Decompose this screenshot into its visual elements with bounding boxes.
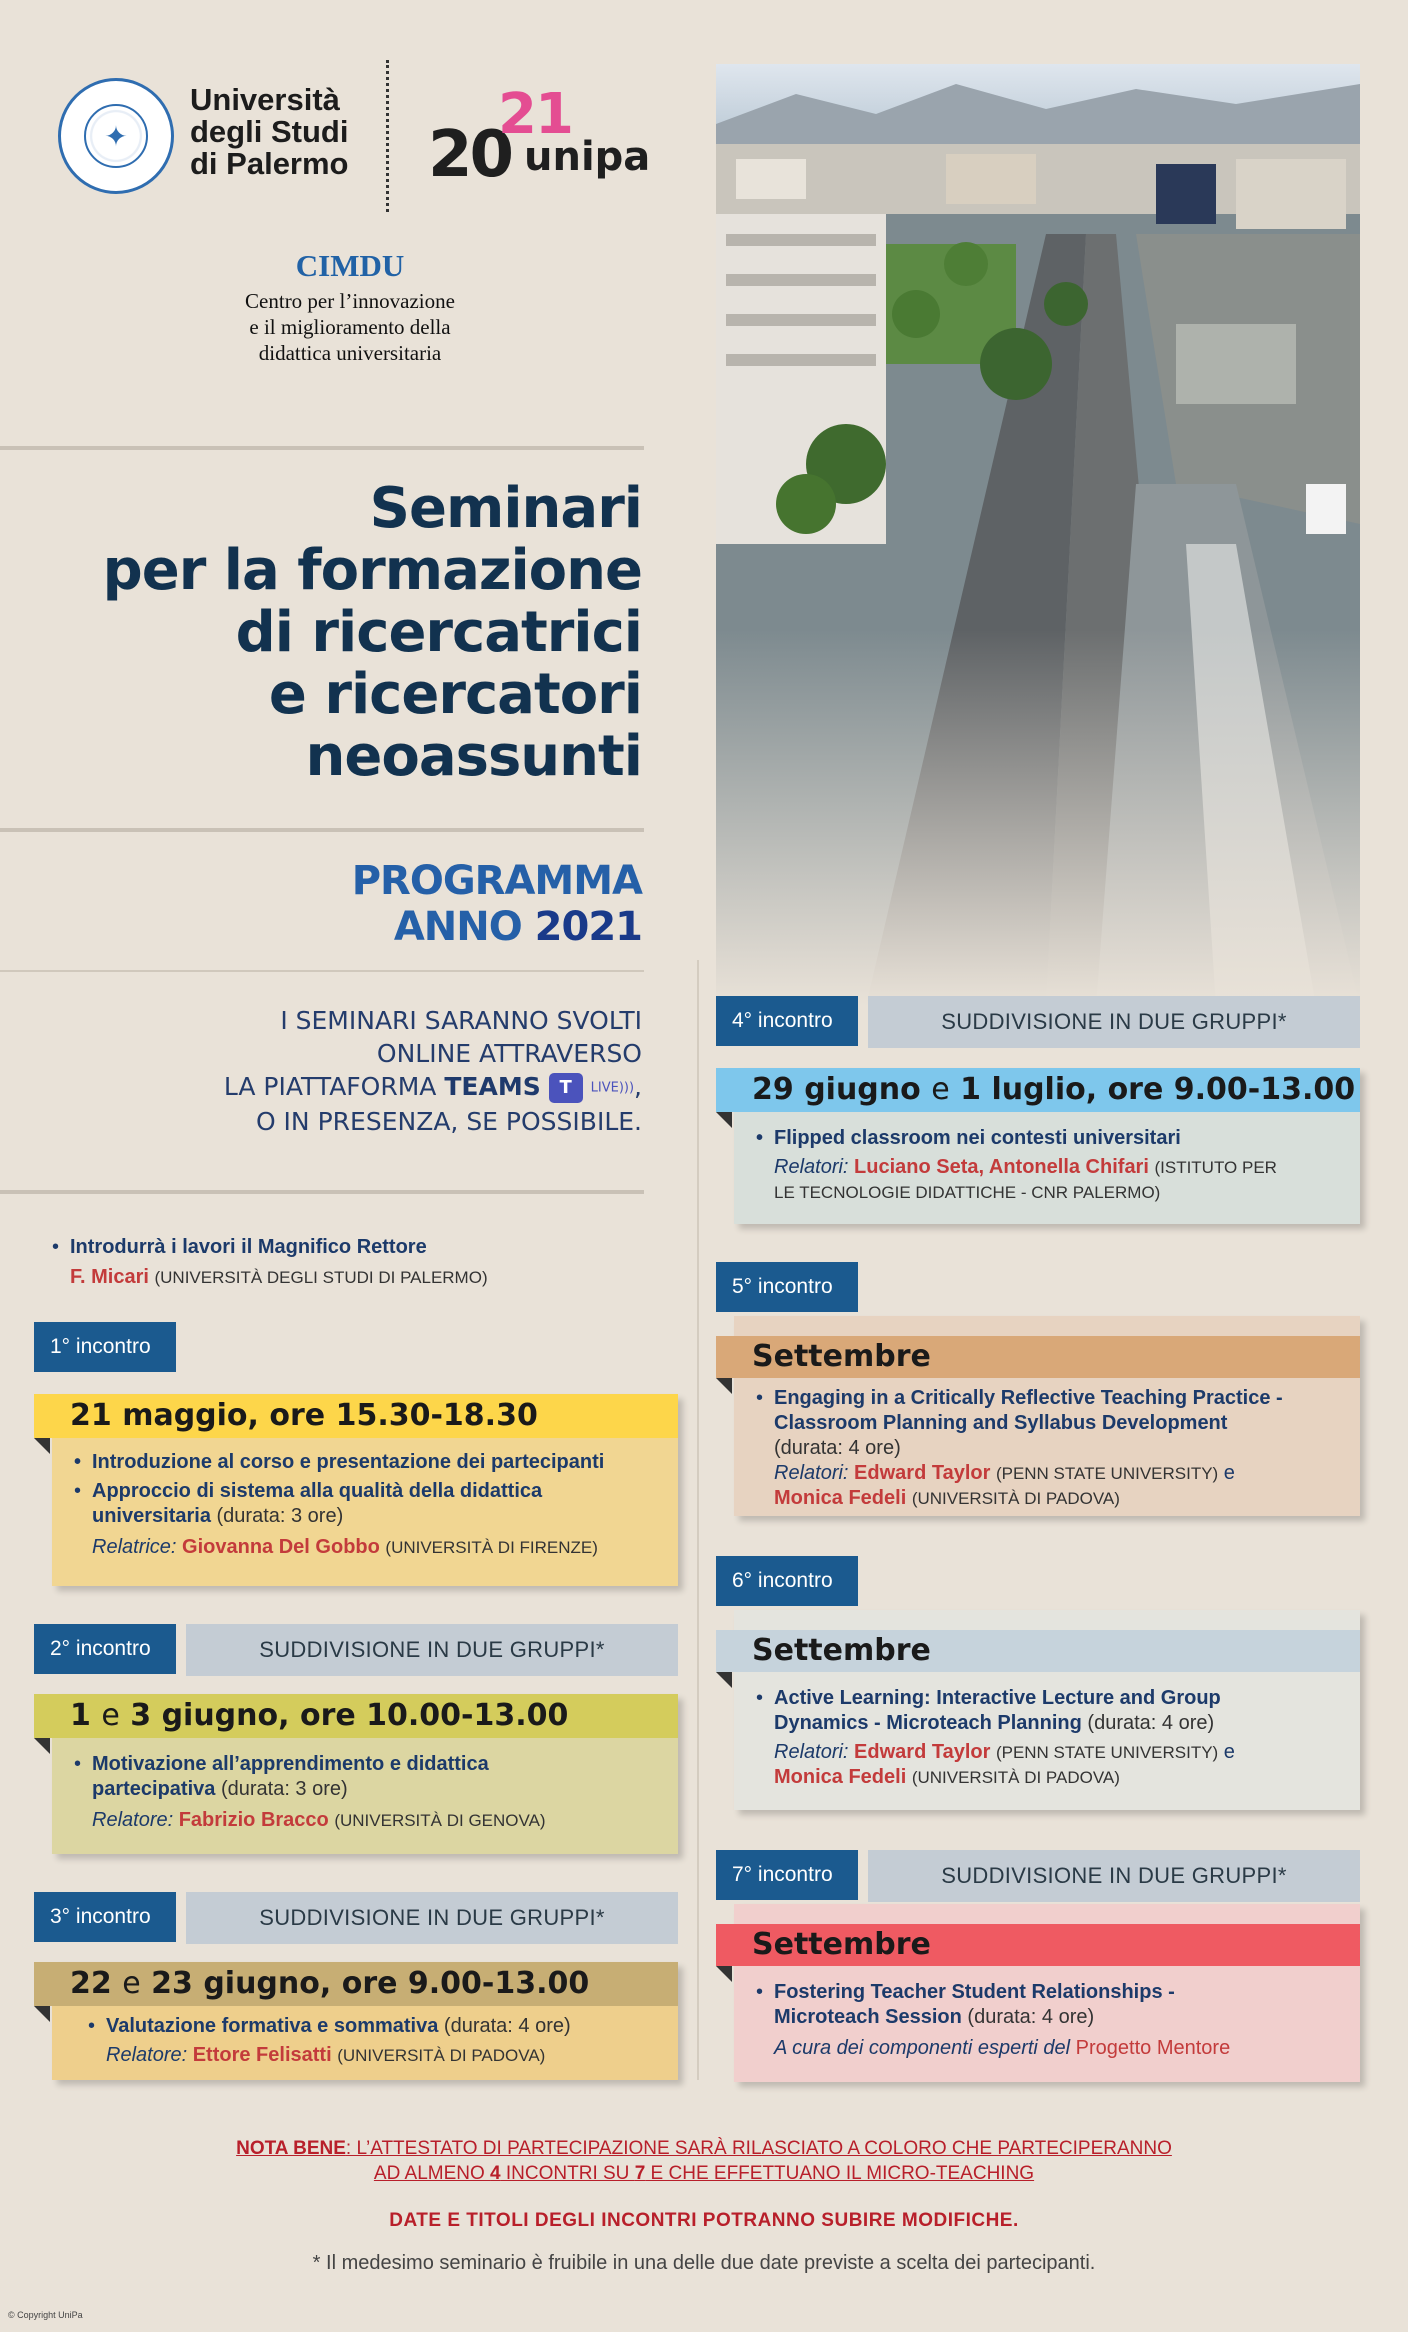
programma-year: 2021 <box>534 904 642 950</box>
nota-line2 <box>150 2161 1258 2186</box>
incontro-2-rel-label: Relatore: <box>92 1809 174 1831</box>
nota-text1: : L’ATTESTATO DI PARTECIPAZIONE SARÀ RILASCIATO A COLORO CHE PARTECIPERANNO <box>345 2138 1172 2159</box>
title-line5: neoassunti <box>305 724 642 789</box>
incontro-2-tag: 2° incontro <box>34 1624 176 1674</box>
programma-heading <box>240 858 642 950</box>
rettore-name-line <box>48 1262 648 1293</box>
university-seal <box>58 78 174 194</box>
incontro-5-rel-and: e <box>1223 1462 1235 1484</box>
incontro-7-item1-line1: Fostering Teacher Student Relationships - <box>774 1981 1175 2003</box>
nota-text2b: INCONTRI SU <box>500 2163 635 2184</box>
divider-mid <box>0 828 644 832</box>
nota-bene <box>150 2136 1258 2186</box>
intro-line3 <box>100 1070 642 1105</box>
unipa-2021-logo <box>428 82 651 196</box>
incontro-1-item2-line1: Approccio di sistema alla qualità della didattica <box>92 1480 543 1502</box>
asterisk-note: * Il medesimo seminario è fruibile in una delle due date previste a scelta dei partecipanti. <box>312 2252 1096 2274</box>
programma-anno: ANNO <box>393 904 535 950</box>
incontro-4-fold <box>716 1112 732 1128</box>
incontro-4-item1: • Flipped classroom nei contesti universitari <box>752 1126 1352 1151</box>
incontro-2-date-e: e <box>101 1698 120 1733</box>
incontro-7-date: Settembre <box>716 1924 1360 1966</box>
cimdu-title: CIMDU <box>295 248 405 283</box>
live-broadcast-icon: ))) <box>618 1080 635 1096</box>
incontro-3-item1-title: Valutazione formativa e sommativa <box>106 2015 439 2037</box>
incontro-1-fold <box>34 1438 50 1454</box>
incontro-2-item1-line2: partecipativa <box>92 1778 216 1800</box>
incontro-4-relatore <box>752 1155 1352 1180</box>
incontro-4-tag: 4° incontro <box>716 996 858 1046</box>
cimdu-subtitle <box>200 288 500 366</box>
rettore-line: Introdurrà i lavori il Magnifico Rettore <box>70 1236 427 1258</box>
incontro-2-fold <box>34 1738 50 1754</box>
incontro-6-rel-name1: Edward Taylor <box>854 1741 991 1763</box>
incontro-3-date <box>34 1962 678 2006</box>
incontro-2-groups: SUDDIVISIONE IN DUE GRUPPI* <box>186 1624 678 1676</box>
incontro-3-relatore <box>84 2043 664 2068</box>
incontro-4-rel-aff-b: LE TECNOLOGIE DIDATTICHE - CNR PALERMO) <box>774 1183 1161 1202</box>
nota-text2a: AD ALMENO <box>373 2163 491 2184</box>
title-line1: Seminari <box>369 476 642 541</box>
teams-label: TEAMS <box>444 1072 541 1101</box>
header-divider <box>386 60 389 212</box>
incontro-6-item1-line1: Active Learning: Interactive Lecture and Group <box>774 1687 1221 1709</box>
column-divider <box>697 960 699 2080</box>
incontro-5-item1 <box>752 1386 1352 1461</box>
live-label: LIVE <box>590 1080 619 1096</box>
incontro-5-rel-label: Relatori: <box>774 1462 849 1484</box>
incontro-7-body <box>752 1980 1352 2061</box>
incontro-2-item1-line1: Motivazione all’apprendimento e didattica <box>92 1753 489 1775</box>
incontro-4-rel-aff-a: (ISTITUTO PER <box>1154 1158 1277 1177</box>
title-line4: e ricercatori <box>268 662 642 727</box>
divider-top <box>0 446 644 450</box>
incontro-3-item1 <box>84 2014 664 2039</box>
incontro-2-date-b: 3 giugno, ore 10.00-13.00 <box>130 1698 569 1733</box>
cimdu-line3: didattica universitaria <box>258 341 442 365</box>
incontro-6-date: Settembre <box>716 1630 1360 1672</box>
rettore-intro <box>48 1232 648 1293</box>
copyright: © Copyright UniPa <box>8 2310 83 2320</box>
page-title <box>20 478 642 788</box>
university-name-line3: di Palermo <box>190 146 349 181</box>
incontro-5-rel-name2: Monica Fedeli <box>774 1487 907 1509</box>
intro-line3-prefix: LA PIATTAFORMA <box>223 1072 445 1101</box>
incontro-4-date <box>716 1068 1360 1112</box>
incontro-3-rel-aff: (UNIVERSITÀ DI PADOVA) <box>337 2046 546 2065</box>
incontro-7-item1-duration: (durata: 4 ore) <box>967 2006 1095 2028</box>
cimdu-line1: Centro per l’innovazione <box>245 289 455 313</box>
incontro-5-rel-aff1: (PENN STATE UNIVERSITY) <box>995 1464 1219 1483</box>
incontro-1-date: 21 maggio, ore 15.30-18.30 <box>34 1394 678 1438</box>
programma-line2 <box>240 904 642 950</box>
nota-line1 <box>150 2136 1258 2161</box>
incontro-3-fold <box>34 2006 50 2022</box>
divider-bottom <box>0 1190 644 1194</box>
incontro-3-body <box>84 2014 664 2068</box>
incontro-1-item2-line2: universitaria <box>92 1505 211 1527</box>
incontro-6-item1-line2: Dynamics - Microteach Planning <box>774 1712 1082 1734</box>
rettore-affiliation: (UNIVERSITÀ DEGLI STUDI DI PALERMO) <box>154 1268 488 1287</box>
logo-year-21: 21 <box>498 82 572 147</box>
title-line2: per la formazione <box>102 538 642 603</box>
intro-line4: O IN PRESENZA, SE POSSIBILE. <box>255 1106 642 1136</box>
title-line3: di ricercatrici <box>235 600 642 665</box>
incontro-2-item1-duration: (durata: 3 ore) <box>220 1778 348 1800</box>
incontro-2-date <box>34 1694 678 1738</box>
incontro-4-date-b: 1 luglio, ore 9.00-13.00 <box>960 1072 1356 1107</box>
incontro-2-item1 <box>70 1752 670 1802</box>
incontro-7-cura-label: A cura dei componenti esperti del <box>774 2037 1071 2059</box>
incontro-7-fold <box>716 1966 732 1982</box>
incontro-1-rel-aff: (UNIVERSITÀ DI FIRENZE) <box>385 1538 598 1557</box>
incontro-6-rel-aff1: (PENN STATE UNIVERSITY) <box>995 1743 1219 1762</box>
university-name <box>190 84 349 180</box>
cimdu-line2: e il miglioramento della <box>249 315 451 339</box>
incontro-1-item2-duration: (durata: 3 ore) <box>216 1505 344 1527</box>
incontro-4-date-a: 29 giugno <box>752 1072 921 1107</box>
incontro-6-relatore <box>752 1740 1352 1765</box>
incontro-6-body <box>752 1686 1352 1790</box>
incontro-3-date-e: e <box>122 1966 141 2001</box>
incontro-6-tag: 6° incontro <box>716 1556 858 1606</box>
incontro-6-rel-label: Relatori: <box>774 1741 849 1763</box>
nota-count-4: 4 <box>490 2163 501 2184</box>
incontro-4-rel-label: Relatori: <box>774 1156 849 1178</box>
incontro-1-relatore <box>70 1535 670 1560</box>
incontro-2-rel-name: Fabrizio Bracco <box>178 1809 329 1831</box>
intro-line3-suffix: , <box>634 1072 642 1101</box>
incontro-5-body <box>752 1386 1352 1511</box>
incontro-6-rel-aff2: (UNIVERSITÀ DI PADOVA) <box>911 1768 1120 1787</box>
intro-line2: ONLINE ATTRAVERSO <box>376 1039 642 1068</box>
incontro-6-item1-duration: (durata: 4 ore) <box>1087 1712 1215 1734</box>
incontro-1-body <box>70 1450 670 1560</box>
incontro-1-rel-name: Giovanna Del Gobbo <box>182 1536 380 1558</box>
incontro-3-rel-name: Ettore Felisatti <box>192 2044 332 2066</box>
incontro-5-item1-line2: Classroom Planning and Syllabus Development <box>774 1412 1228 1434</box>
incontro-3-rel-label: Relatore: <box>106 2044 188 2066</box>
intro-text <box>100 1004 642 1138</box>
incontro-4-body <box>752 1126 1352 1205</box>
incontro-1-rel-label: Relatrice: <box>92 1536 177 1558</box>
modifiche-notice: DATE E TITOLI DEGLI INCONTRI POTRANNO SUBIRE MODIFICHE. <box>389 2210 1019 2231</box>
teams-icon: T <box>549 1073 583 1103</box>
nota-count-7: 7 <box>634 2163 646 2184</box>
incontro-6-rel-name2: Monica Fedeli <box>774 1766 907 1788</box>
incontro-5-date: Settembre <box>716 1336 1360 1378</box>
university-name-line1: Università <box>190 82 340 117</box>
incontro-5-rel-aff2: (UNIVERSITÀ DI PADOVA) <box>911 1489 1120 1508</box>
rettore-item <box>48 1232 648 1262</box>
nota-label: NOTA BENE <box>236 2138 346 2159</box>
incontro-3-item1-duration: (durata: 4 ore) <box>443 2015 571 2037</box>
incontro-7-tag: 7° incontro <box>716 1850 858 1900</box>
incontro-5-tag: 5° incontro <box>716 1262 858 1312</box>
logo-year-20: 20 <box>428 118 512 192</box>
incontro-7-groups: SUDDIVISIONE IN DUE GRUPPI* <box>868 1850 1360 1902</box>
incontro-4-groups: SUDDIVISIONE IN DUE GRUPPI* <box>868 996 1360 1048</box>
divider-thin <box>0 970 644 972</box>
incontro-3-date-b: 23 giugno, ore 9.00-13.00 <box>151 1966 590 2001</box>
incontro-6-item1 <box>752 1686 1352 1736</box>
seal-emblem-icon: ✦ <box>84 104 148 168</box>
incontro-3-tag: 3° incontro <box>34 1892 176 1942</box>
incontro-1-tag: 1° incontro <box>34 1322 176 1372</box>
incontro-6-rel-and: e <box>1223 1741 1235 1763</box>
incontro-5-rel-name1: Edward Taylor <box>854 1462 991 1484</box>
incontro-3-date-a: 22 <box>70 1966 112 2001</box>
intro-line1: I SEMINARI SARANNO SVOLTI <box>280 1006 642 1035</box>
university-name-line2: degli Studi <box>190 114 349 149</box>
incontro-7-cura <box>752 2036 1352 2061</box>
incontro-5-relatore <box>752 1461 1352 1486</box>
incontro-1-item1: • Introduzione al corso e presentazione dei partecipanti <box>70 1450 670 1475</box>
incontro-3-groups: SUDDIVISIONE IN DUE GRUPPI* <box>186 1892 678 1944</box>
incontro-1-item2 <box>70 1479 670 1529</box>
incontro-7-item1 <box>752 1980 1352 2030</box>
incontro-4-rel-name: Luciano Seta, Antonella Chifari <box>854 1156 1149 1178</box>
incontro-5-item1-line1: Engaging in a Critically Reflective Teaching Practice - <box>774 1387 1283 1409</box>
incontro-5-fold <box>716 1378 732 1394</box>
incontro-5-relatore-2 <box>752 1486 1352 1511</box>
incontro-2-date-a: 1 <box>70 1698 91 1733</box>
rettore-name: F. Micari <box>70 1266 149 1288</box>
incontro-2-rel-aff: (UNIVERSITÀ DI GENOVA) <box>334 1811 546 1830</box>
incontro-4-date-e: e <box>931 1072 950 1107</box>
campus-aerial-photo <box>716 64 1360 1006</box>
incontro-7-item1-line2: Microteach Session <box>774 2006 962 2028</box>
incontro-2-body <box>70 1752 670 1833</box>
incontro-6-relatore-2 <box>752 1765 1352 1790</box>
nota-text2c: E CHE EFFETTUANO IL MICRO-TEACHING <box>645 2163 1035 2184</box>
logo-unipa: unipa <box>524 134 651 180</box>
incontro-2-relatore <box>70 1808 670 1833</box>
incontro-6-fold <box>716 1672 732 1688</box>
programma-line1: PROGRAMMA <box>351 858 642 904</box>
incontro-5-item1-duration: (durata: 4 ore) <box>774 1437 901 1459</box>
incontro-7-cura-name: Progetto Mentore <box>1075 2037 1231 2059</box>
